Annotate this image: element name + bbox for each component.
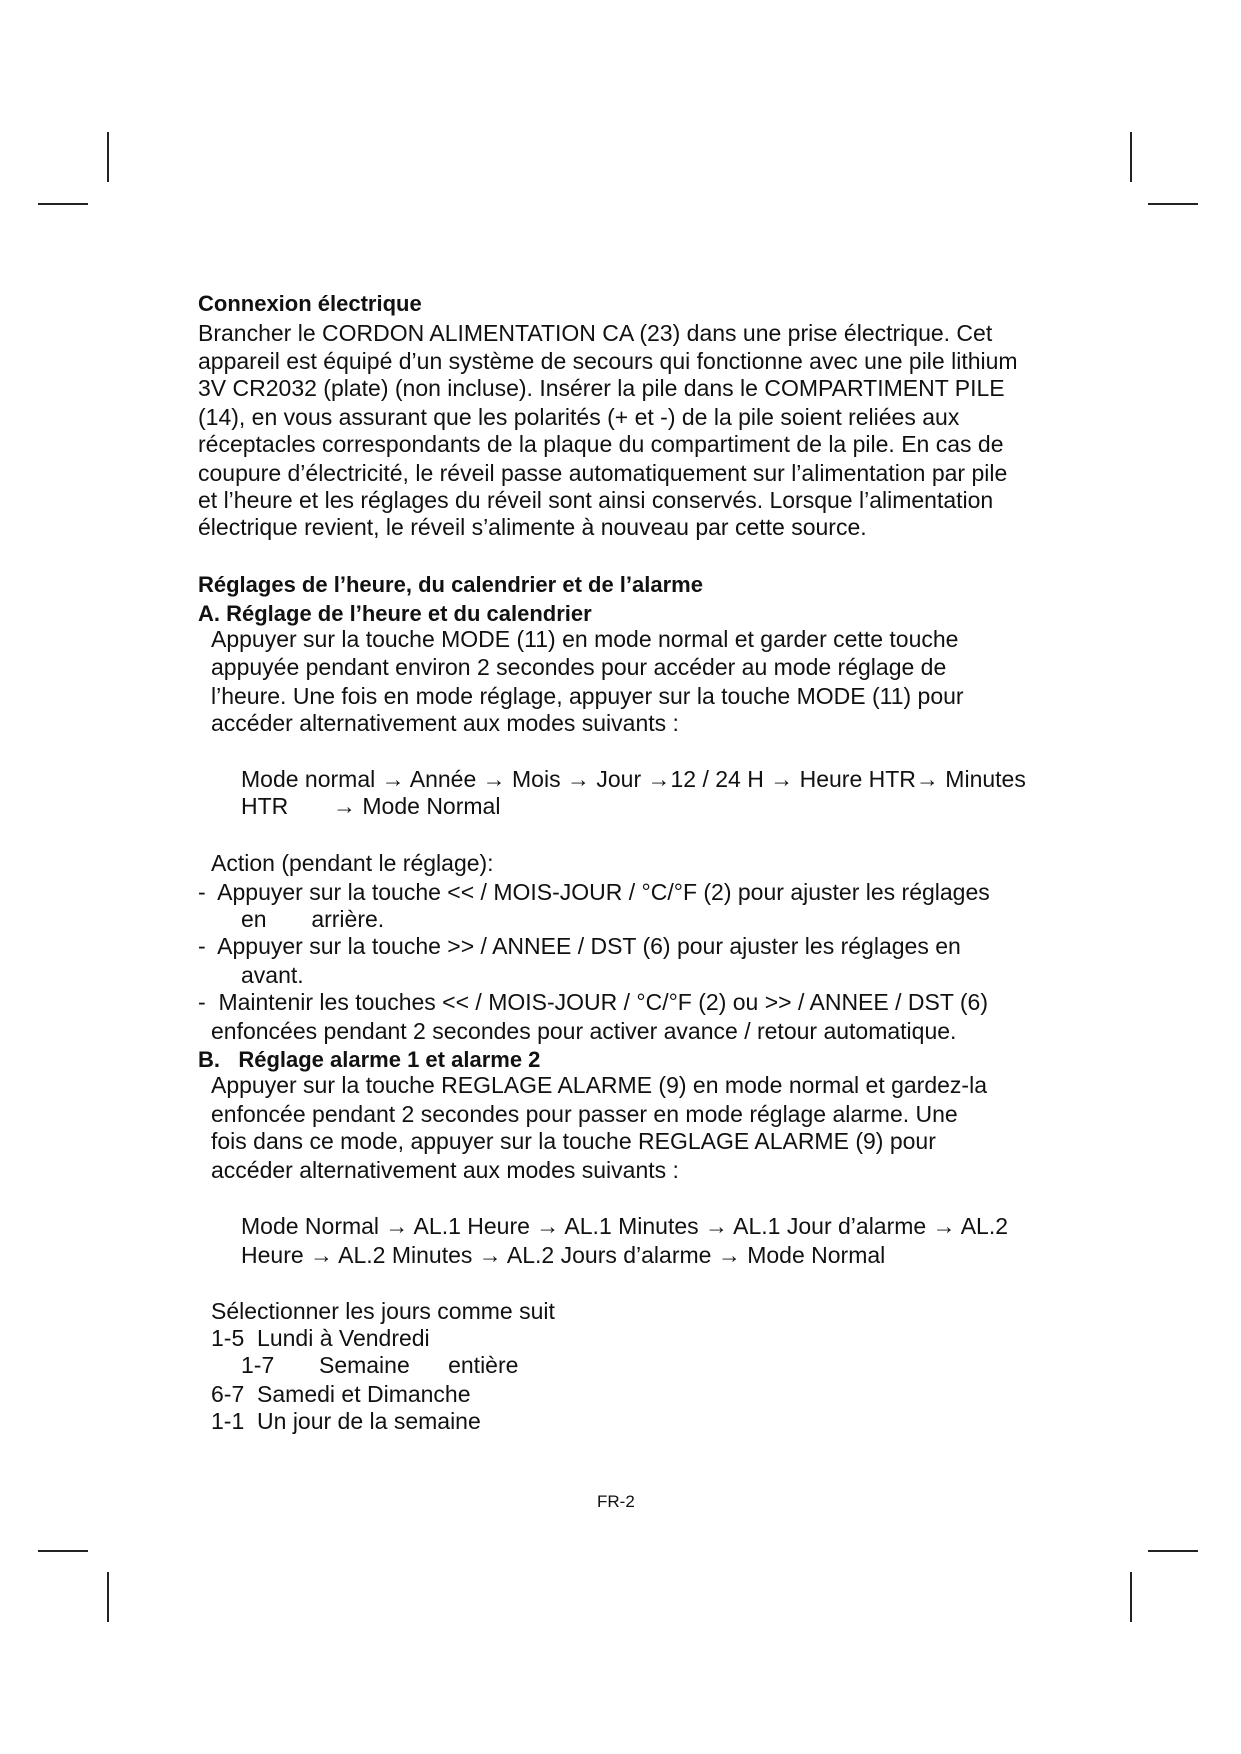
days-item: 1-1 Un jour de la semaine [211, 1408, 481, 1434]
action-item-continuation: avant. [241, 962, 304, 988]
subheading-a: A. Réglage de l’heure et du calendrier [198, 601, 592, 626]
days-item: 6-7 Samedi et Dimanche [211, 1381, 471, 1407]
action-title: Action (pendant le réglage): [211, 850, 494, 876]
page-number: FR-2 [597, 1492, 635, 1511]
action-item-continuation: enfoncées pendant 2 secondes pour activer avance / retour automatique. [211, 1018, 957, 1044]
paragraph-line: et l’heure et les réglages du réveil sont ainsi conservés. Lorsque l’alimentation [198, 487, 994, 513]
paragraph-line: appareil est équipé d’un système de secours qui fonctionne avec une pile lithium [198, 348, 1018, 374]
paragraph-line: accéder alternativement aux modes suivants : [211, 710, 679, 736]
crop-mark-top-left-vertical [107, 132, 109, 182]
crop-mark-top-right-horizontal [1148, 203, 1198, 205]
paragraph-line: enfoncée pendant 2 secondes pour passer en mode réglage alarme. Une [211, 1101, 958, 1127]
paragraph-line: Brancher le CORDON ALIMENTATION CA (23) dans une prise électrique. Cet [198, 320, 993, 346]
crop-mark-bottom-right-vertical [1130, 1572, 1132, 1622]
mode-sequence-line: Heure → AL.2 Minutes → AL.2 Jours d’alarme → Mode Normal [241, 1242, 886, 1268]
crop-mark-bottom-right-horizontal [1148, 1550, 1198, 1552]
paragraph-line: 3V CR2032 (plate) (non incluse). Insérer la pile dans le COMPARTIMENT PILE [198, 375, 1005, 401]
paragraph-line: réceptacles correspondants de la plaque du compartiment de la pile. En cas de [198, 431, 1004, 457]
crop-mark-top-right-vertical [1130, 132, 1132, 182]
days-item: 1-5 Lundi à Vendredi [211, 1325, 430, 1351]
section-heading-connexion: Connexion électrique [198, 291, 422, 316]
crop-mark-bottom-left-vertical [107, 1572, 109, 1622]
paragraph-line: coupure d’électricité, le réveil passe automatiquement sur l’alimentation par pile [198, 460, 1008, 486]
action-item: - Maintenir les touches << / MOIS-JOUR / °C/°F (2) ou >> / ANNEE / DST (6) [198, 989, 988, 1015]
paragraph-line: électrique revient, le réveil s’alimente à nouveau par cette source. [198, 514, 867, 540]
section-heading-reglages: Réglages de l’heure, du calendrier et de l’alarme [198, 572, 703, 597]
action-item-continuation: en arrière. [241, 906, 385, 932]
crop-mark-top-left-horizontal [38, 203, 88, 205]
mode-sequence-line: HTR → Mode Normal [241, 793, 501, 819]
crop-mark-bottom-left-horizontal [38, 1550, 88, 1552]
paragraph-line: (14), en vous assurant que les polarités (+ et -) de la pile soient reliées aux [198, 404, 960, 430]
action-item: - Appuyer sur la touche << / MOIS-JOUR / °C/°F (2) pour ajuster les réglages [198, 879, 990, 905]
paragraph-line: l’heure. Une fois en mode réglage, appuyer sur la touche MODE (11) pour [211, 683, 964, 709]
action-item: - Appuyer sur la touche >> / ANNEE / DST (6) pour ajuster les réglages en [198, 933, 961, 959]
mode-sequence-line: Mode normal → Année → Mois → Jour →12 / 24 H → Heure HTR→ Minutes [241, 766, 1026, 792]
paragraph-line: Appuyer sur la touche MODE (11) en mode normal et garder cette touche [211, 626, 959, 652]
paragraph-line: accéder alternativement aux modes suivants : [211, 1157, 679, 1183]
paragraph-line: appuyée pendant environ 2 secondes pour accéder au mode réglage de [211, 654, 947, 680]
mode-sequence-line: Mode Normal → AL.1 Heure → AL.1 Minutes → AL.1 Jour d’alarme → AL.2 [241, 1213, 1009, 1239]
paragraph-line: Appuyer sur la touche REGLAGE ALARME (9) en mode normal et gardez-la [211, 1072, 987, 1098]
days-item: 1-7 Semaine entière [241, 1352, 519, 1378]
days-title: Sélectionner les jours comme suit [211, 1298, 555, 1324]
paragraph-line: fois dans ce mode, appuyer sur la touche REGLAGE ALARME (9) pour [211, 1128, 936, 1154]
subheading-b: B. Réglage alarme 1 et alarme 2 [198, 1047, 541, 1072]
